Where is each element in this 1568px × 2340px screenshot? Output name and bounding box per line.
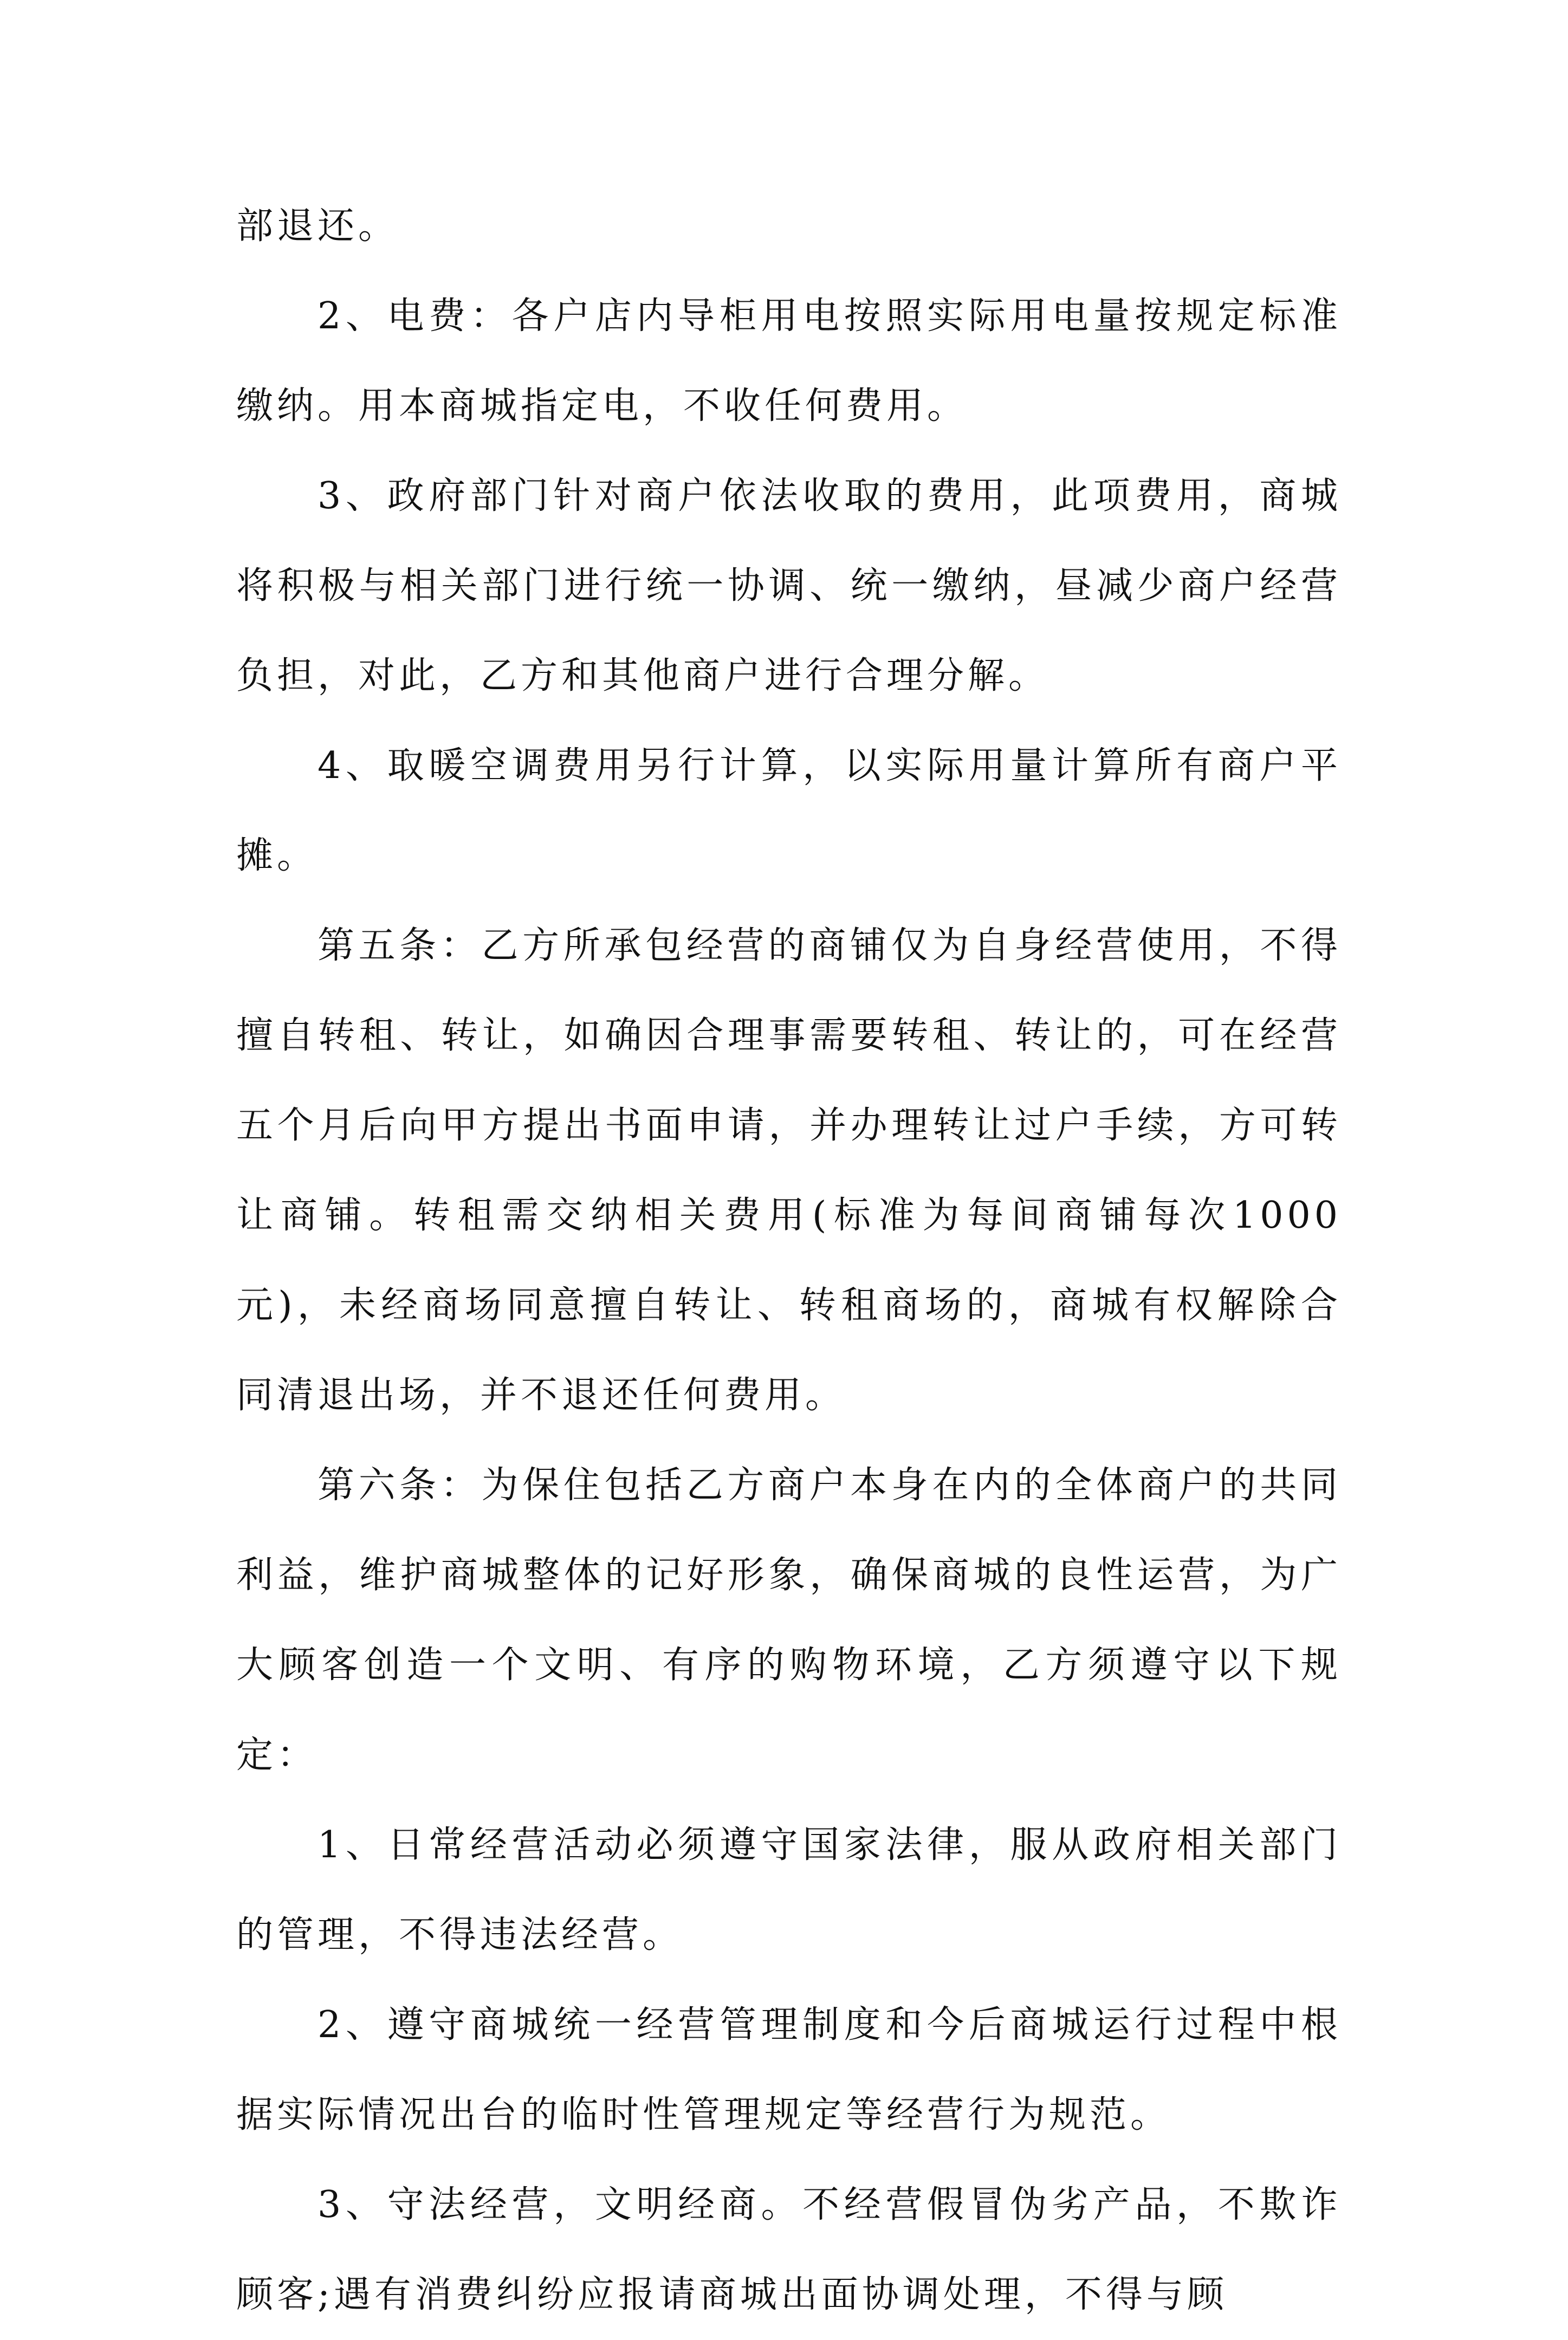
paragraph-4: 4、取暖空调费用另行计算，以实际用量计算所有商户平摊。 (236, 744, 1342, 877)
paragraph-2: 2、电费：各户店内导柜用电按照实际用电量按规定标准缴纳。用本商城指定电，不收任何费用。 (236, 295, 1342, 427)
paragraph-9: 3、守法经营，文明经商。不经营假冒伪劣产品，不欺诈顾客;遇有消费纠纷应报请商城出面协调处理，不得与顾 (236, 2183, 1342, 2316)
paragraph-5: 第五条：乙方所承包经营的商铺仅为自身经营使用，不得擅自转租、转让，如确因合理事需要转租、转让的，可在经营五个月后向甲方提出书面申请，并办理转让过户手续，方可转让商铺。转租需交纳相关费用(标准为每间商铺每次1000 元)，未经商场同意擅自转让、转租商场的，商城有权解除合同清退出场，并不退还任何费用。 (236, 924, 1342, 1417)
paragraph-3: 3、政府部门针对商户依法收取的费用，此项费用，商城将积极与相关部门进行统一协调、统一缴纳，昼减少商户经营负担，对此，乙方和其他商户进行合理分解。 (236, 475, 1342, 697)
paragraph-1: 部退还。 (236, 205, 399, 248)
paragraph-8: 2、遵守商城统一经营管理制度和今后商城运行过程中根据实际情况出台的临时性管理规定等经营行为规范。 (236, 2004, 1342, 2136)
paragraph-6: 第六条：为保住包括乙方商户本身在内的全体商户的共同利益，维护商城整体的记好形象，确保商城的良性运营，为广大顾客创造一个文明、有序的购物环境，乙方须遵守以下规定： (236, 1464, 1342, 1777)
paragraph-7: 1、日常经营活动必须遵守国家法律，服从政府相关部门的管理，不得违法经营。 (236, 1824, 1342, 1956)
document-body (236, 182, 1342, 2340)
